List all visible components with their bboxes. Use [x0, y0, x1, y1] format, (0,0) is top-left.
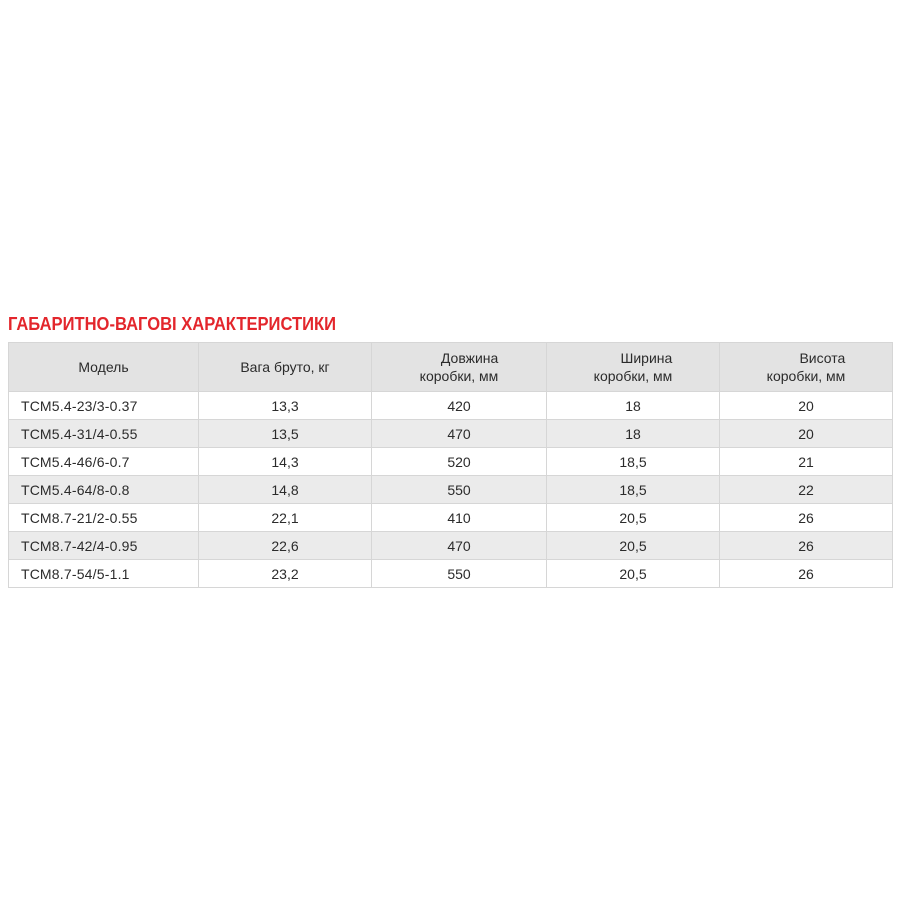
cell-model: ТСМ5.4-23/3-0.37 — [9, 392, 199, 420]
cell-box-width: 18 — [547, 392, 720, 420]
column-header-model: Модель — [9, 343, 199, 392]
cell-box-length: 470 — [372, 420, 547, 448]
cell-box-width: 20,5 — [547, 532, 720, 560]
cell-box-height: 26 — [720, 532, 893, 560]
cell-gross-weight: 13,5 — [199, 420, 372, 448]
cell-box-height: 20 — [720, 392, 893, 420]
table-row — [9, 448, 893, 476]
column-header-box-width: Ширина коробки, мм — [547, 343, 720, 392]
cell-box-height: 20 — [720, 420, 893, 448]
cell-box-length: 420 — [372, 392, 547, 420]
cell-model: ТСМ8.7-42/4-0.95 — [9, 532, 199, 560]
cell-model: ТСМ5.4-46/6-0.7 — [9, 448, 199, 476]
cell-model: ТСМ8.7-21/2-0.55 — [9, 504, 199, 532]
cell-gross-weight: 14,3 — [199, 448, 372, 476]
cell-box-width: 18 — [547, 420, 720, 448]
table-row — [9, 420, 893, 448]
table-row — [9, 532, 893, 560]
cell-box-width: 20,5 — [547, 560, 720, 588]
cell-gross-weight: 13,3 — [199, 392, 372, 420]
cell-model: ТСМ5.4-31/4-0.55 — [9, 420, 199, 448]
table-title: ГАБАРИТНО-ВАГОВІ ХАРАКТЕРИСТИКИ — [8, 314, 337, 334]
cell-box-height: 22 — [720, 476, 893, 504]
cell-box-length: 410 — [372, 504, 547, 532]
table-header-row — [9, 343, 893, 392]
column-header-gross-weight: Вага бруто, кг — [199, 343, 372, 392]
cell-model: ТСМ8.7-54/5-1.1 — [9, 560, 199, 588]
cell-gross-weight: 14,8 — [199, 476, 372, 504]
table-row — [9, 476, 893, 504]
cell-box-width: 18,5 — [547, 448, 720, 476]
cell-gross-weight: 22,6 — [199, 532, 372, 560]
cell-gross-weight: 22,1 — [199, 504, 372, 532]
cell-box-length: 550 — [372, 560, 547, 588]
cell-box-length: 520 — [372, 448, 547, 476]
column-header-box-length: Довжина коробки, мм — [372, 343, 547, 392]
cell-box-height: 21 — [720, 448, 893, 476]
column-header-box-height: Висота коробки, мм — [720, 343, 893, 392]
cell-model: ТСМ5.4-64/8-0.8 — [9, 476, 199, 504]
table-row — [9, 392, 893, 420]
specs-table — [8, 342, 893, 588]
table-row — [9, 560, 893, 588]
cell-box-length: 470 — [372, 532, 547, 560]
cell-box-width: 20,5 — [547, 504, 720, 532]
cell-gross-weight: 23,2 — [199, 560, 372, 588]
cell-box-height: 26 — [720, 560, 893, 588]
cell-box-length: 550 — [372, 476, 547, 504]
cell-box-height: 26 — [720, 504, 893, 532]
cell-box-width: 18,5 — [547, 476, 720, 504]
table-row — [9, 504, 893, 532]
